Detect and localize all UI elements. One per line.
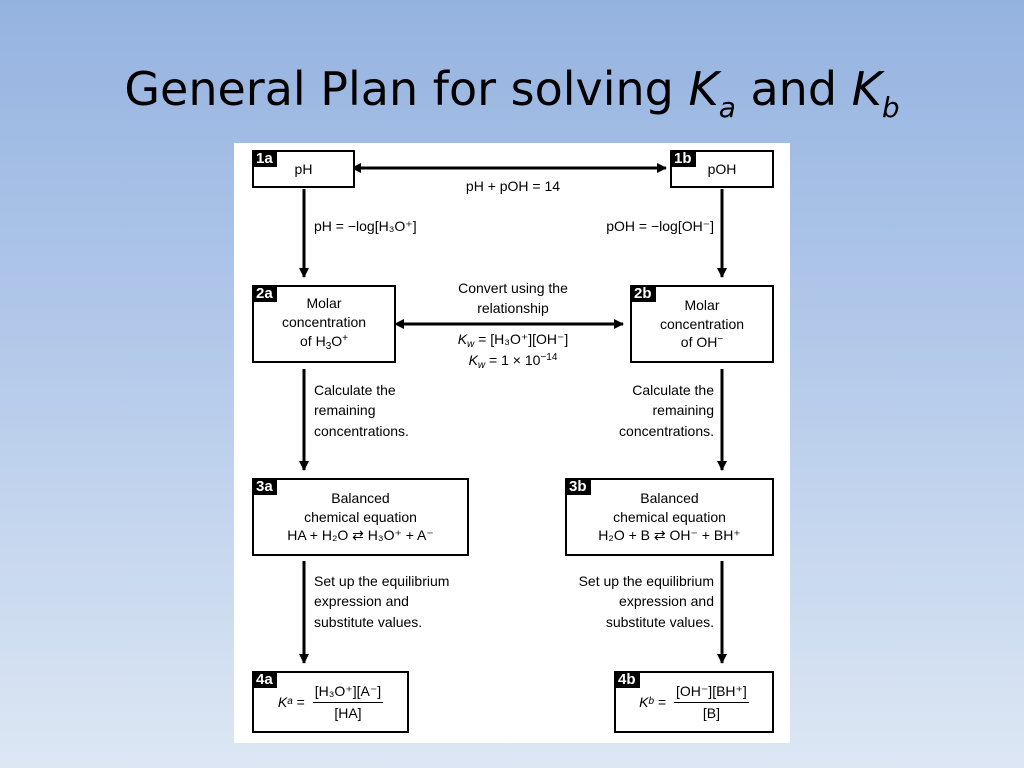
- box-2b-line1: Molar: [684, 296, 720, 313]
- kb-numerator: [OH⁻][BH⁺]: [674, 682, 749, 703]
- box-1a-ph: [252, 150, 355, 188]
- label-setup-a: Set up the equilibrium expression and substitute values.: [314, 573, 450, 630]
- tag-4b: 4b: [614, 671, 640, 688]
- box-2b-line2: concentration: [659, 315, 745, 332]
- box-1b-text: pOH: [707, 160, 737, 177]
- label-convert-line2: relationship: [477, 300, 549, 317]
- tag-4a: 4a: [252, 671, 277, 688]
- box-4a-formula: K a = $\frac{\text{[H₃O⁺][A⁻]}}{[HA]}$: [277, 682, 382, 721]
- slide-title: [0, 64, 1024, 124]
- label-calc-a: Calculate the remaining concentrations.: [314, 382, 409, 439]
- tag-2a: 2a: [252, 285, 277, 302]
- box-4b-kb-expression: [614, 671, 774, 733]
- label-calc-b: Calculate the remaining concentrations.: [619, 382, 714, 439]
- label-kw-line1: $K_w = [H_3O^+][OH^-]$: [457, 331, 569, 350]
- box-3a-text: Balanced chemical equation HA + H₂O ⇄ H₃O⁺ + A⁻: [287, 489, 434, 544]
- label-kw-relationship: [413, 330, 613, 372]
- box-3a-equation-text: HA + H₂O ⇄ H₃O⁺ + A⁻: [287, 527, 434, 544]
- flowchart-figure: [234, 143, 790, 743]
- label-ph-formula: pH = −log[H₃O⁺]: [314, 218, 417, 234]
- title-kb-subscript: b: [881, 91, 900, 124]
- ka-denominator: [HA]: [334, 704, 362, 721]
- box-2a-molar-h3o: [252, 285, 396, 363]
- label-convert-line1: Convert using the: [458, 280, 568, 296]
- box-3b-text: Balanced chemical equation H₂O + B ⇄ OH⁻ + BH⁺: [598, 489, 741, 544]
- title-text: General Plan for solving: [124, 62, 689, 116]
- box-4b-formula: K b = $\frac{[OH^-][BH^+]}{[B]}$: [639, 682, 747, 721]
- label-kw-line2: $K_w = 1 \times 10^{-14}$: [468, 352, 558, 371]
- title-kb: K: [851, 62, 882, 116]
- box-2b-molar-oh: [630, 285, 774, 363]
- box-2b-line3: of OH−: [680, 334, 724, 351]
- tag-3b: 3b: [565, 478, 591, 495]
- tag-1a: 1a: [252, 150, 277, 167]
- title-ka-subscript: a: [718, 91, 736, 124]
- tag-3a: 3a: [252, 478, 277, 495]
- box-1b-poh: [670, 150, 774, 188]
- title-ka: K: [688, 62, 719, 116]
- kb-denominator: [B]: [702, 704, 720, 721]
- box-4a-ka-expression: [252, 671, 409, 733]
- label-poh-formula: pOH = −log[OH⁻]: [606, 218, 714, 234]
- box-3b-equation-text: H₂O + B ⇄ OH⁻ + BH⁺: [598, 527, 741, 544]
- box-3b-equation: [565, 478, 774, 556]
- box-2a-line1: Molar: [306, 295, 342, 312]
- title-and: and: [735, 62, 852, 116]
- box-2a-line3: of $H_3O^+$: [300, 333, 348, 353]
- tag-1b: 1b: [670, 150, 696, 167]
- ka-numerator: [H₃O⁺][A⁻]: [313, 682, 383, 703]
- box-2a-line2: concentration: [281, 314, 367, 331]
- tag-2b: 2b: [630, 285, 656, 302]
- label-setup-b: Set up the equilibrium expression and substitute values.: [578, 573, 714, 630]
- box-1a-text: pH: [294, 160, 313, 177]
- box-2b-text: [660, 296, 744, 353]
- label-ph-poh-sum: pH + pOH = 14: [465, 178, 561, 194]
- box-3a-equation: [252, 478, 469, 556]
- label-convert: [413, 278, 613, 319]
- box-2a-text: [282, 294, 366, 353]
